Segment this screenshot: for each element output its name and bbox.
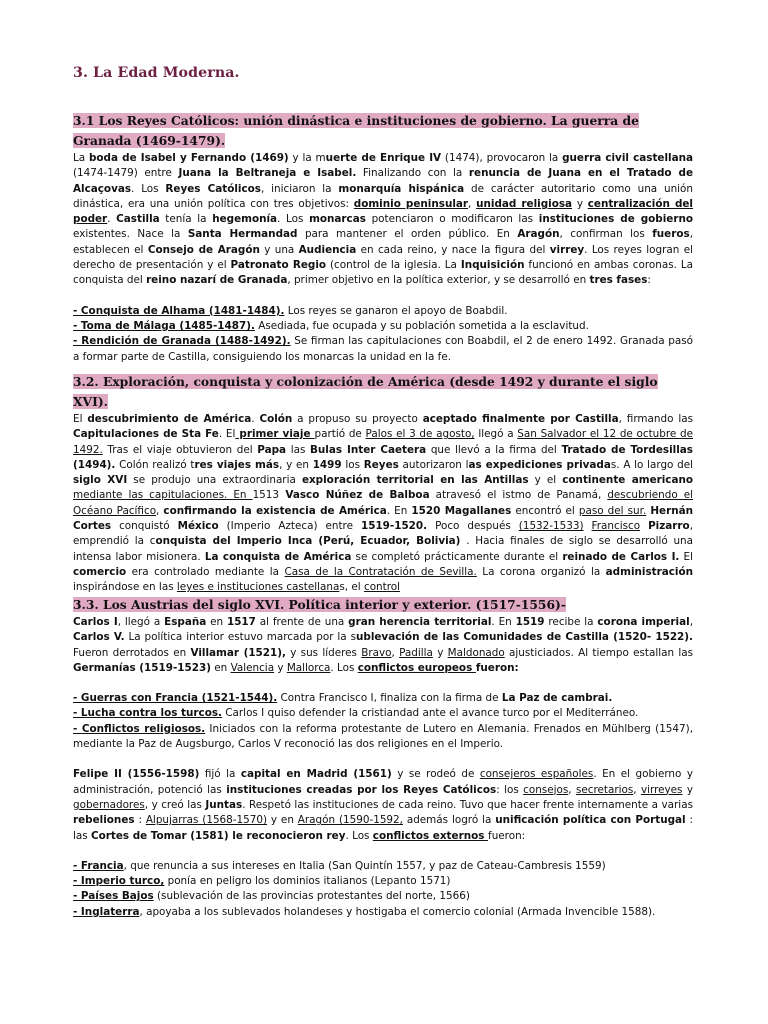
text: fueron: xyxy=(488,829,526,842)
text: se produjo una extraordinaria xyxy=(127,474,302,487)
bold-text: comercio xyxy=(73,565,127,578)
text: : las xyxy=(73,814,694,842)
bold-text: instituciones creadas por los Reyes Católicos xyxy=(226,783,497,796)
bold-text: España xyxy=(164,616,207,628)
bold-text: Aragón xyxy=(517,228,560,241)
text: , xyxy=(689,616,693,628)
bold-text: fueros xyxy=(652,228,690,241)
chapter-title: 3. La Edad Moderna. xyxy=(73,65,240,81)
bold-text: renuncia de Juana en el Tratado de Alcaçovas xyxy=(73,167,693,195)
text: , xyxy=(633,783,641,796)
text: . Los xyxy=(277,213,310,226)
text: , llegó a xyxy=(117,616,165,628)
text: en cada reino, y nace la figura del xyxy=(356,243,550,256)
conflict-label: - Conflictos religiosos. xyxy=(73,722,206,735)
text: , firmando las xyxy=(618,413,693,425)
text: y en xyxy=(267,814,298,827)
phase-label: - Conquista de Alhama (1481-1484). xyxy=(73,304,285,317)
bold-text: virrey xyxy=(549,243,585,256)
bold-text: 1519 xyxy=(515,616,545,628)
external-text: ponía en peligro los dominios italianos (Lepanto 1571) xyxy=(164,875,451,888)
text: : xyxy=(647,274,651,287)
text: . Los reyes logran el derecho de presentación y el xyxy=(73,243,693,272)
text: en xyxy=(210,661,231,674)
phase-item xyxy=(73,304,693,319)
bold-text: tres fases xyxy=(589,274,648,287)
external-item xyxy=(73,905,693,920)
text: existentes. Nace la xyxy=(73,228,188,241)
text: La corona organizó la xyxy=(476,565,606,578)
text: La xyxy=(73,152,89,164)
bold-text: 1499 xyxy=(312,458,342,471)
text: , xyxy=(568,783,576,796)
text: en xyxy=(206,616,227,628)
bold-text: continente americano xyxy=(562,474,694,487)
text: s. A lo largo del xyxy=(610,458,694,471)
bold-text: Papa xyxy=(257,443,287,456)
text: Tras el viaje obtuvieron del xyxy=(102,443,258,456)
text: . Los xyxy=(131,182,166,195)
bold-text: 1517 xyxy=(226,616,256,628)
external-text: (sublevación de las provincias protestantes del norte, 1566) xyxy=(153,890,470,903)
bold-text: Germanías (1519-1523) xyxy=(73,661,211,674)
text: . En xyxy=(386,504,412,517)
underline-text: leyes e instituciones castellana xyxy=(176,581,340,594)
conflict-item xyxy=(73,706,693,721)
section-heading xyxy=(73,595,693,615)
underline-text: San Salvador el 12 de octubre de 1492. xyxy=(73,428,694,456)
underline-text: paso del sur. xyxy=(578,504,647,517)
phase-item xyxy=(73,319,693,334)
text: los xyxy=(341,458,364,471)
text: La política interior estuvo marcada por la s xyxy=(124,631,356,644)
paragraph-felipe xyxy=(73,767,693,843)
text: además logró la xyxy=(402,814,496,827)
text: , xyxy=(468,197,477,210)
underline-text: Palos el 3 de agosto, xyxy=(365,428,475,441)
text: potenciaron o modificaron las xyxy=(365,213,539,226)
text: Poco después xyxy=(427,520,519,533)
text: inspirándose en las xyxy=(73,581,177,594)
underline-text: Valencia xyxy=(230,661,275,674)
text: y sus líderes xyxy=(285,646,362,659)
section-austrias xyxy=(73,595,693,920)
text: de carácter autoritario como una unión dinástica, era una unión política con tres objetivos: xyxy=(73,182,693,210)
external-label: - Países Bajos xyxy=(73,890,154,903)
text: tenía la xyxy=(159,213,213,226)
text: y una xyxy=(259,243,299,256)
underline-text: Mallorca xyxy=(286,661,331,674)
text: (control de la iglesia. La xyxy=(326,259,461,272)
text: y el xyxy=(528,474,563,487)
bold-text: Santa Hermandad xyxy=(187,228,298,241)
bold-text: aceptado finalmente por Castilla xyxy=(422,413,619,425)
text xyxy=(584,520,592,532)
paragraph-carlos xyxy=(73,615,693,676)
bold-text: Hernán Cortes xyxy=(73,504,694,533)
text: El xyxy=(73,413,88,425)
bold-text: Villamar (1521), xyxy=(190,646,286,659)
text: : los xyxy=(496,783,524,796)
text: se completó prácticamente durante el xyxy=(351,550,563,563)
bold-text: 1519-1520. xyxy=(360,520,428,533)
bold-text: Cortes de Tomar (1581) le reconocieron rey xyxy=(90,829,346,842)
conflict-item xyxy=(73,691,693,706)
bold-text: Reyes Católicos xyxy=(165,182,261,195)
bold-text: Juana la Beltraneja e Isabel. xyxy=(178,167,357,180)
bold-text: hegemonía xyxy=(212,213,278,226)
heading-text: 3.1 Los Reyes Católicos: unión dinástica e instituciones de gobierno. La guerra de Granada (1469-1479). xyxy=(73,113,639,148)
bold-underline-text: dominio peninsular xyxy=(353,197,469,210)
text: partió de xyxy=(314,428,366,441)
bold-text: monarcas xyxy=(309,213,366,226)
bold-text: instituciones de gobierno xyxy=(538,213,693,226)
text: s, el xyxy=(339,581,364,594)
text: autorizaron l xyxy=(398,458,469,471)
underline-text: gobernadores xyxy=(73,798,145,811)
text: Colón realizó t xyxy=(115,458,195,471)
external-item xyxy=(73,889,693,904)
text: : xyxy=(134,814,146,827)
bold-text: La Paz de cambrai. xyxy=(501,692,613,705)
external-label: - Inglaterra xyxy=(73,905,140,918)
bold-underline-text: conflictos externos xyxy=(372,829,489,842)
heading-text: 3.3. Los Austrias del siglo XVI. Política interior y exterior. (1517-1556)- xyxy=(73,597,566,612)
text: . xyxy=(251,413,260,425)
section-reyes-catolicos xyxy=(73,111,693,365)
text: , primer objetivo en la política exterior, y se desarrolló en xyxy=(287,274,590,287)
bold-text: reino nazarí de Granada xyxy=(146,274,288,287)
text: , confirman los xyxy=(559,228,653,241)
text: (Imperio Azteca) entre xyxy=(218,520,361,533)
text: Finalizando con la xyxy=(356,167,469,180)
bold-text: exploración territorial en las Antillas xyxy=(301,474,529,487)
bold-text: guerra civil castellana xyxy=(562,152,693,164)
bold-text: Reyes xyxy=(363,458,399,471)
underline-text: control xyxy=(363,581,401,594)
external-item xyxy=(73,859,693,874)
text: y xyxy=(682,783,694,796)
text: conquistó xyxy=(111,520,178,533)
text: 1513 xyxy=(252,489,280,502)
bold-text: res viajes más xyxy=(194,458,280,471)
external-label: - Imperio turco, xyxy=(73,875,165,888)
conflict-text: Iniciados con la reforma protestante de Lutero en Alemania. Frenados en Mühlberg (1547), mediante la Paz de Augsburgo, Carlos V reconoció las dos religiones en el Imperio. xyxy=(73,722,693,751)
text: . Los xyxy=(345,829,373,842)
text: , y creó las xyxy=(144,798,206,811)
text: y xyxy=(572,197,588,210)
text: a propuso su proyecto xyxy=(292,413,423,425)
bold-underline-text: primer viaje xyxy=(235,428,315,441)
bold-underline-text: conflictos europeos xyxy=(357,661,476,674)
section-america xyxy=(73,372,693,596)
text: encontró el xyxy=(511,504,579,517)
underline-text: Casa de la Contratación de Sevilla. xyxy=(284,565,477,578)
text: , emprendió la c xyxy=(73,520,693,548)
bold-underline-text: centralización del poder xyxy=(73,197,693,226)
text: , xyxy=(391,646,400,659)
section-heading xyxy=(73,372,693,412)
text: , iniciaron la xyxy=(260,182,339,195)
text: funcionó en ambas coronas. La conquista del xyxy=(73,259,693,287)
bold-text: corona imperial xyxy=(597,616,690,628)
bold-text: ublevación de las Comunidades de Castilla (1520- 1522). xyxy=(355,631,693,644)
text: . Hacia finales de siglo se desarrolló una intensa labor misionera. xyxy=(73,535,694,563)
text: . Respetó las instituciones de cada reino. Tuvo que hacer frente internamente a varias xyxy=(242,798,693,811)
phase-label: - Toma de Málaga (1485-1487). xyxy=(73,319,255,332)
text: El xyxy=(679,550,693,563)
bold-text: capital en Madrid (1561) xyxy=(240,768,392,781)
external-text: , apoyaba a los sublevados holandeses y hostigaba el comercio colonial (Armada Invencible 1588). xyxy=(139,905,656,918)
conflict-label: - Lucha contra los turcos. xyxy=(73,707,222,720)
underline-text: consejos xyxy=(523,783,569,796)
bold-text: unificación política con Portugal xyxy=(495,814,686,827)
bold-text: reinado de Carlos I. xyxy=(562,550,680,563)
text: y xyxy=(274,661,287,674)
conflict-label: - Guerras con Francia (1521-1544). xyxy=(73,692,278,705)
text: para mantener el orden público. En xyxy=(297,228,518,241)
bold-text: Tratado de Tordesillas (1494). xyxy=(73,443,693,471)
bold-text: onquista del Imperio Inca (Perú, Ecuador, Bolivia) xyxy=(155,535,461,548)
bold-text: uerte de Enrique IV xyxy=(325,152,442,164)
bold-text: Pizarro xyxy=(648,520,690,533)
bold-text: monarquía hispánica xyxy=(338,182,465,195)
bold-text: Capitulaciones de Sta Fe xyxy=(73,428,219,441)
text: , xyxy=(156,504,164,517)
text: (1474), provocaron la xyxy=(441,152,563,164)
section-heading xyxy=(73,111,693,151)
bold-text: Patronato Regio xyxy=(230,259,327,272)
underline-text: Padilla xyxy=(399,646,433,659)
heading-text: 3.2. Exploración, conquista y colonización de América (desde 1492 y durante el siglo XVI). xyxy=(73,374,658,409)
text: llegó a xyxy=(474,428,518,441)
text: . Los xyxy=(330,661,358,674)
text: Fueron derrotados en xyxy=(73,646,191,659)
underline-text: Aragón (1590-1592, xyxy=(297,814,403,827)
bold-text: 1520 Magallanes xyxy=(411,504,512,517)
bold-text: Felipe II (1556-1598) xyxy=(73,768,200,781)
phase-text: Los reyes se ganaron el apoyo de Boabdil. xyxy=(284,304,508,317)
text: era controlado mediante la xyxy=(126,565,285,578)
external-label: - Francia xyxy=(73,859,124,872)
bold-text: confirmando la existencia de América xyxy=(163,504,387,517)
bold-text: Carlos V. xyxy=(73,631,125,644)
bold-underline-text: unidad religiosa xyxy=(476,197,573,210)
bold-text: Colón xyxy=(259,413,293,425)
text: , y en xyxy=(279,458,313,471)
bold-text: Vasco Núñez de Balboa xyxy=(279,489,430,502)
text: y la m xyxy=(288,152,326,164)
underline-text: Bravo xyxy=(361,646,392,659)
phase-text: Se firman las capitulaciones con Boabdil, el 2 de enero 1492. Granada pasó a formar parte de Castilla, consiguiendo los monarcas la unidad en la fe. xyxy=(73,335,693,363)
underline-text: virreyes xyxy=(640,783,683,796)
phase-text: Asediada, fue ocupada y su población sometida a la esclavitud. xyxy=(254,319,589,332)
underline-text: mediante las capitulaciones. En xyxy=(73,489,253,502)
text: atravesó el istmo de Panamá, xyxy=(429,489,608,502)
bold-text: boda de Isabel y Fernando (1469) xyxy=(88,152,289,164)
text: ajusticiados. Al tiempo estallan las xyxy=(504,646,694,659)
bold-text: Bulas Inter Caetera xyxy=(309,443,427,456)
underline-text: Alpujarras (1568-1570) xyxy=(145,814,268,827)
text: . El xyxy=(218,428,236,441)
text: recibe la xyxy=(544,616,598,628)
external-text: , que renuncia a sus intereses en Italia (San Quintín 1557, y paz de Cateau-Cambresis 1559) xyxy=(123,859,606,872)
bold-text: siglo XVI xyxy=(73,474,128,487)
bold-text: descubrimiento de América xyxy=(87,413,252,425)
text: . En xyxy=(491,616,516,628)
text xyxy=(640,520,648,532)
text: fijó la xyxy=(199,768,241,781)
underline-text: descubriendo el Océano Pacífico xyxy=(73,489,694,517)
bold-text: Consejo de Aragón xyxy=(147,243,260,256)
conflict-item xyxy=(73,722,693,753)
underline-text: consejeros españoles xyxy=(479,768,594,781)
bold-text: La conquista de América xyxy=(204,550,352,563)
bold-text: México xyxy=(177,520,219,533)
underline-text: (1532-1533) xyxy=(518,520,584,533)
text: , establecen el xyxy=(73,228,693,256)
conflict-text: Carlos I quiso defender la cristiandad ante el avance turco por el Mediterráneo. xyxy=(221,707,639,720)
underline-text: Francisco xyxy=(591,520,641,533)
bold-text: Carlos I xyxy=(73,616,118,628)
paragraph xyxy=(73,151,693,289)
conflict-text: Contra Francisco I, finaliza con la firma de xyxy=(277,692,502,705)
text: y se rodeó de xyxy=(391,768,480,781)
text: las xyxy=(286,443,310,456)
underline-text: secretarios xyxy=(575,783,634,796)
bold-text: rebeliones xyxy=(73,814,135,827)
external-item xyxy=(73,874,693,889)
bold-text: administración xyxy=(605,565,694,578)
text: . En el gobierno y administración, potenció las xyxy=(73,768,693,796)
text: que llevó a la firma del xyxy=(426,443,562,456)
bold-text: Inquisición xyxy=(460,259,525,272)
bold-text: as expediciones privada xyxy=(468,458,611,471)
paragraph xyxy=(73,412,693,596)
phase-item xyxy=(73,334,693,365)
phase-label: - Rendición de Granada (1488-1492). xyxy=(73,335,291,348)
text: al frente de una xyxy=(255,616,349,628)
bold-text: Audiencia xyxy=(298,243,357,256)
text: (1474-1479) entre xyxy=(73,167,179,180)
bold-text: fueron: xyxy=(475,661,519,674)
bold-text: gran herencia territorial xyxy=(348,616,492,628)
bold-text: Juntas xyxy=(205,798,243,811)
bold-text: Castilla xyxy=(116,213,160,226)
text: . xyxy=(107,213,117,226)
text: y xyxy=(432,646,448,659)
underline-text: Maldonado xyxy=(447,646,505,659)
